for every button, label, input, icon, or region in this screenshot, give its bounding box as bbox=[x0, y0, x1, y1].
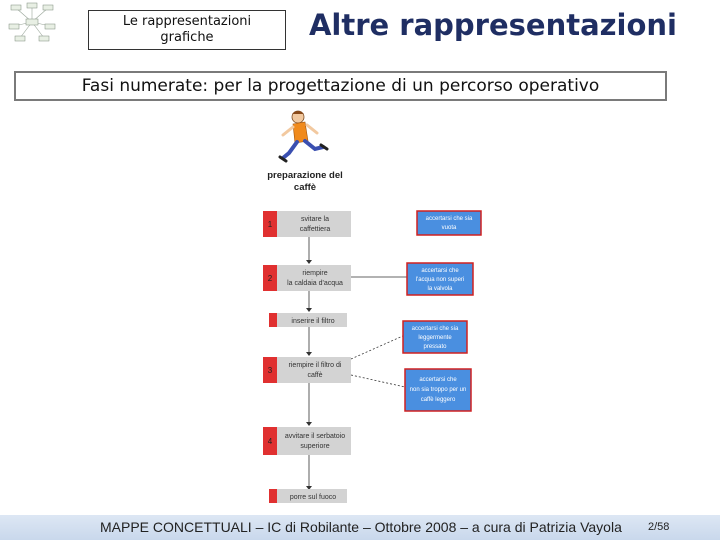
note-line1: accertarsi che bbox=[419, 377, 457, 383]
flow-step-insert-filter bbox=[269, 313, 347, 327]
note-line3: la valvola bbox=[427, 286, 453, 292]
footer-text: MAPPE CONCETTUALI – IC di Robilante – Ottobre 2008 – a cura di Patrizia Vayola bbox=[100, 519, 622, 535]
step-label-line1: porre sul fuoco bbox=[289, 494, 337, 501]
flow-step-2 bbox=[263, 265, 351, 291]
running-person-icon bbox=[280, 111, 327, 161]
note-line2: non sia troppo per un bbox=[409, 387, 467, 393]
flow-step-1 bbox=[263, 211, 351, 237]
note-line1: accertarsi che sia bbox=[425, 216, 473, 222]
coffee-process-diagram bbox=[255, 105, 500, 505]
step-label-line2: la caldaia d'acqua bbox=[287, 280, 343, 287]
step-number: 3 bbox=[267, 366, 273, 375]
flow-step-on-fire bbox=[269, 489, 347, 503]
note-line2: l'acqua non superi bbox=[415, 277, 465, 283]
mind-map-thumbnail bbox=[8, 2, 56, 44]
section-label-line1: Le rappresentazioni bbox=[122, 14, 252, 29]
step-number: 2 bbox=[267, 274, 273, 283]
note-box-3 bbox=[403, 321, 467, 353]
note-box-1 bbox=[417, 211, 481, 235]
step-label-line2: caffè bbox=[307, 372, 323, 379]
step-number: 4 bbox=[267, 437, 273, 446]
step-label-line2: superiore bbox=[300, 443, 330, 450]
step-label-line1: svitare la bbox=[300, 216, 330, 223]
flow-step-3 bbox=[263, 357, 351, 383]
page-number: 2/58 bbox=[648, 521, 670, 533]
note-box-2 bbox=[407, 263, 473, 295]
step-label-line1: riempire il filtro di bbox=[288, 362, 342, 369]
note-line2: leggermente bbox=[418, 335, 452, 341]
note-line2: vuota bbox=[441, 225, 457, 231]
step-number: 1 bbox=[267, 220, 273, 229]
step-label-line1: riempire bbox=[302, 270, 328, 277]
diagram-title-line2: caffè bbox=[293, 182, 317, 193]
note-line1: accertarsi che bbox=[421, 268, 459, 274]
subtitle-box bbox=[14, 71, 667, 101]
section-label-line2: grafiche bbox=[160, 30, 214, 45]
note-line3: caffè leggero bbox=[420, 397, 456, 403]
note-line1: accertarsi che sia bbox=[411, 326, 459, 332]
page-title: Altre rappresentazioni bbox=[308, 8, 677, 42]
note-box-4 bbox=[405, 369, 471, 411]
step-label-line1: avvitare il serbatoio bbox=[284, 433, 346, 440]
flow-step-4 bbox=[263, 427, 351, 455]
subtitle-text: Fasi numerate: per la progettazione di un percorso operativo bbox=[81, 76, 600, 96]
step-label-line1: inserire il filtro bbox=[291, 318, 335, 325]
step-label-line2: caffettiera bbox=[299, 226, 331, 233]
diagram-title-line1: preparazione del bbox=[267, 170, 343, 181]
section-label-box bbox=[88, 10, 286, 50]
note-line3: pressato bbox=[423, 344, 447, 350]
